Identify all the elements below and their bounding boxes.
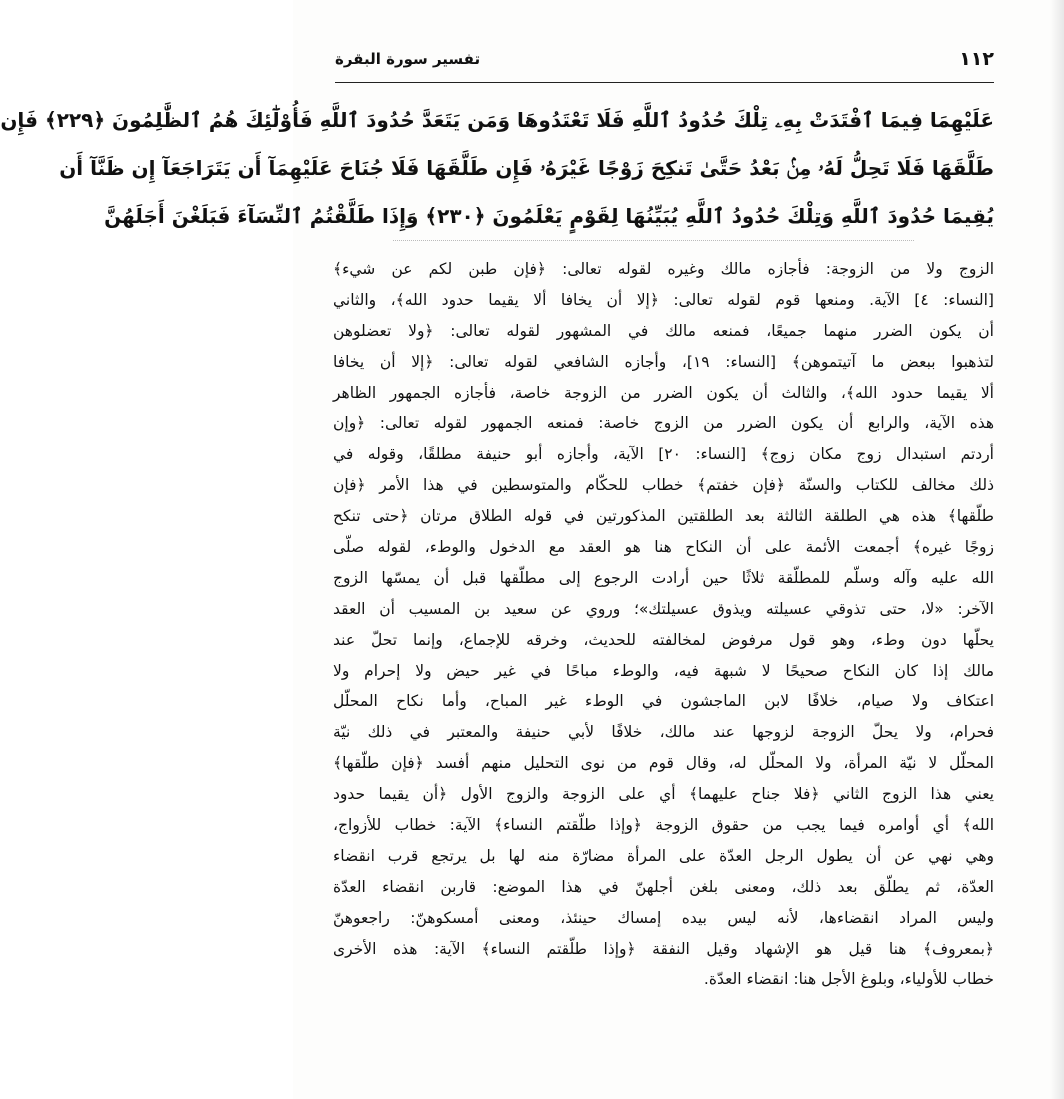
- commentary-line: المحلّل لا نيّة المرأة، ولا المحلّل له، وقال قوم من نوى التحليل منهم أفسد ﴿فإن طلّقها﴾: [333, 754, 994, 773]
- commentary-line: خطاب للأولياء، وبلوغ الأجل هنا: انقضاء العدّة.: [703, 970, 994, 989]
- commentary-line: وهي نهي عن أن يطول الرجل العدّة على المرأة مضارّة منه لها بل يرتجع قرب انقضاء: [333, 846, 994, 865]
- commentary-line: لتذهبوا ببعض ما آتيتموهن﴾ [النساء: ١٩]، وأجازه الشافعي لقوله تعالى: ﴿إلا أن يخافا: [333, 352, 994, 371]
- commentary-line: الله عليه وآله وسلّم للمطلّقة ثلاثًا حين أرادت الرجوع إلى مطلّقها قبل أن يمسّها الزوج: [333, 568, 994, 587]
- quran-verse-block: [0, 96, 994, 240]
- commentary-line: مالك إذا كان النكاح صحيحًا لا شبهة فيه، والوطء مباحًا في غير حيض ولا إحرام ولا: [333, 661, 994, 680]
- commentary-line: اعتكاف ولا صيام، خلافًا لابن الماجشون في الوطء غير المباح، وأما نكاح المحلّل: [333, 692, 994, 711]
- commentary-line: الله﴾ أي أوامره فيما يجب من حقوق الزوجة ﴿وإذا طلّقتم النساء﴾ الآية: خطاب للأزواج،: [333, 816, 994, 835]
- commentary-line: زوجًا غيره﴾ أجمعت الأئمة على أن النكاح هنا هو العقد مع الدخول والوطء، لقوله صلّى: [333, 538, 994, 557]
- commentary-line: وليس المراد انقضاءها، لأنه ليس بيده إمساك حينئذ، ومعنى أمسكوهنّ: راجعوهنّ: [333, 908, 994, 927]
- commentary-line: أردتم استبدال زوج مكان زوج﴾ [النساء: ٢٠] الآية، وأجازه أبو حنيفة مطلقًا، وقوله في: [333, 445, 994, 464]
- commentary-line: فحرام، ولا يحلّ الزوجة لزوجها عند مالك، خلافًا لأبي حنيفة والمعتبر في ذلك نيّة: [333, 723, 994, 742]
- page-number: ١١٢: [959, 48, 994, 70]
- commentary-line: ﴿بمعروف﴾ هنا قيل هو الإشهاد وقيل النفقة ﴿وإذا طلّقتم النساء﴾ الآية: هذه الأخرى: [333, 939, 994, 958]
- commentary-line: ألا يقيما حدود الله﴾، والثالث أن يكون الضرر من الزوجة خاصة، فأجازه الجمهور الظاهر: [333, 383, 994, 402]
- commentary-line: ذلك مخالف للكتاب والسنّة ﴿فإن خفتم﴾ خطاب للحكّام والمتوسطين في هذا الأمر ﴿فإن: [333, 476, 994, 495]
- commentary-text: [333, 254, 994, 995]
- running-title: تفسير سورة البقرة: [335, 50, 481, 68]
- commentary-line: الزوج ولا من الزوجة: فأجازه مالك وغيره لقوله تعالى: ﴿فإن طبن لكم عن شيء﴾: [333, 260, 994, 278]
- page-header: [335, 42, 994, 83]
- commentary-line: [النساء: ٤] الآية. ومنعها قوم لقوله تعالى: ﴿إلا أن يخافا ألا يقيما حدود الله﴾، والثاني: [333, 290, 994, 309]
- commentary-line: العدّة، ثم يطلّق بعد ذلك، ومعنى بلغن أجلهنّ في هذا الموضع: قاربن انقضاء العدّة: [333, 877, 994, 896]
- commentary-line: أن يكون الضرر منهما جميعًا، فمنعه مالك في المشهور لقوله تعالى: ﴿ولا تعضلوهن: [333, 321, 994, 340]
- commentary-line: طلّقها﴾ هذه هي الطلقة الثالثة بعد الطلقتين المذكورتين في قوله الطلاق مرتان ﴿حتى تنكح: [333, 507, 994, 526]
- verse-line: عَلَيْهِمَا فِيمَا ٱفْتَدَتْ بِهِۦ تِلْكَ حُدُودُ ٱللَّهِ فَلَا تَعْتَدُوهَا وَمَن يَتَعَدَّ حُدُودَ ٱللَّهِ فَأُوْلَٰٓئِكَ هُمُ ٱلظَّٰلِمُونَ ﴿٢٢٩﴾ فَإِن: [0, 108, 994, 132]
- commentary-line: يحلّها دون وطء، وهو قول مرفوض لمخالفته للحديث، وخرقه للإجماع، وإنما تحلّ عند: [333, 630, 994, 649]
- section-divider: [393, 240, 914, 251]
- verse-line: طَلَّقَهَا فَلَا تَحِلُّ لَهُۥ مِنۢ بَعْدُ حَتَّىٰ تَنكِحَ زَوْجًا غَيْرَهُۥ فَإِن طَلَّقَهَا فَلَا جُنَاحَ عَلَيْهِمَآ أَن يَتَرَاجَعَآ إِن ظَنَّآ أَن: [59, 156, 994, 180]
- verse-line: يُقِيمَا حُدُودَ ٱللَّهِ وَتِلْكَ حُدُودُ ٱللَّهِ يُبَيِّنُهَا لِقَوْمٍ يَعْلَمُونَ ﴿٢٣٠﴾ وَإِذَا طَلَّقْتُمُ ٱلنِّسَآءَ فَبَلَغْنَ أَجَلَهُنَّ: [104, 204, 994, 228]
- commentary-line: الآخر: «لا، حتى تذوقي عسيلته ويذوق عسيلتك»؛ وروي عن سعيد بن المسيب أن العقد: [333, 599, 994, 618]
- page-edge-shadow: [1050, 0, 1064, 1099]
- commentary-line: يعني هذا الزوج الثاني ﴿فلا جناح عليهما﴾ أي على الزوجة والزوج الأول ﴿أن يقيما حدود: [333, 785, 994, 804]
- commentary-line: هذه الآية، والرابع أن يكون الضرر من الزوج خاصة: فمنعه الجمهور لقوله تعالى: ﴿وإن: [333, 414, 994, 433]
